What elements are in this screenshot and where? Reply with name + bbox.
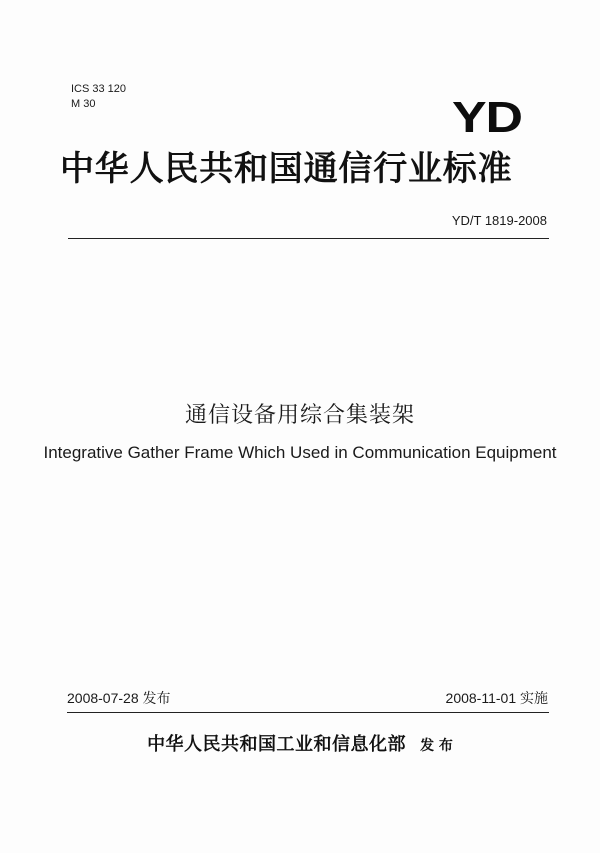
yd-logo: YD [452,93,522,142]
publisher-action: 发 布 [420,738,453,754]
document-title-en: Integrative Gather Frame Which Used in Communication Equipment [43,443,557,462]
publisher-name: 中华人民共和国工业和信息化部 [147,734,407,755]
publisher-line [0,734,600,757]
document-title-cn: 通信设备用综合集装架 [184,403,415,428]
footer-divider [67,712,549,713]
ics-code: ICS 33 120 [71,83,127,95]
header-divider [68,238,549,239]
standard-number: YD/T 1819-2008 [451,213,547,228]
classification-codes [71,82,126,112]
category-code: M 30 [71,98,96,110]
implementation-date: 2008-11-01 实施 [445,690,548,706]
standard-body-title: 中华人民共和国通信行业标准 [60,149,513,189]
issue-date: 2008-07-28 发布 [67,690,171,706]
